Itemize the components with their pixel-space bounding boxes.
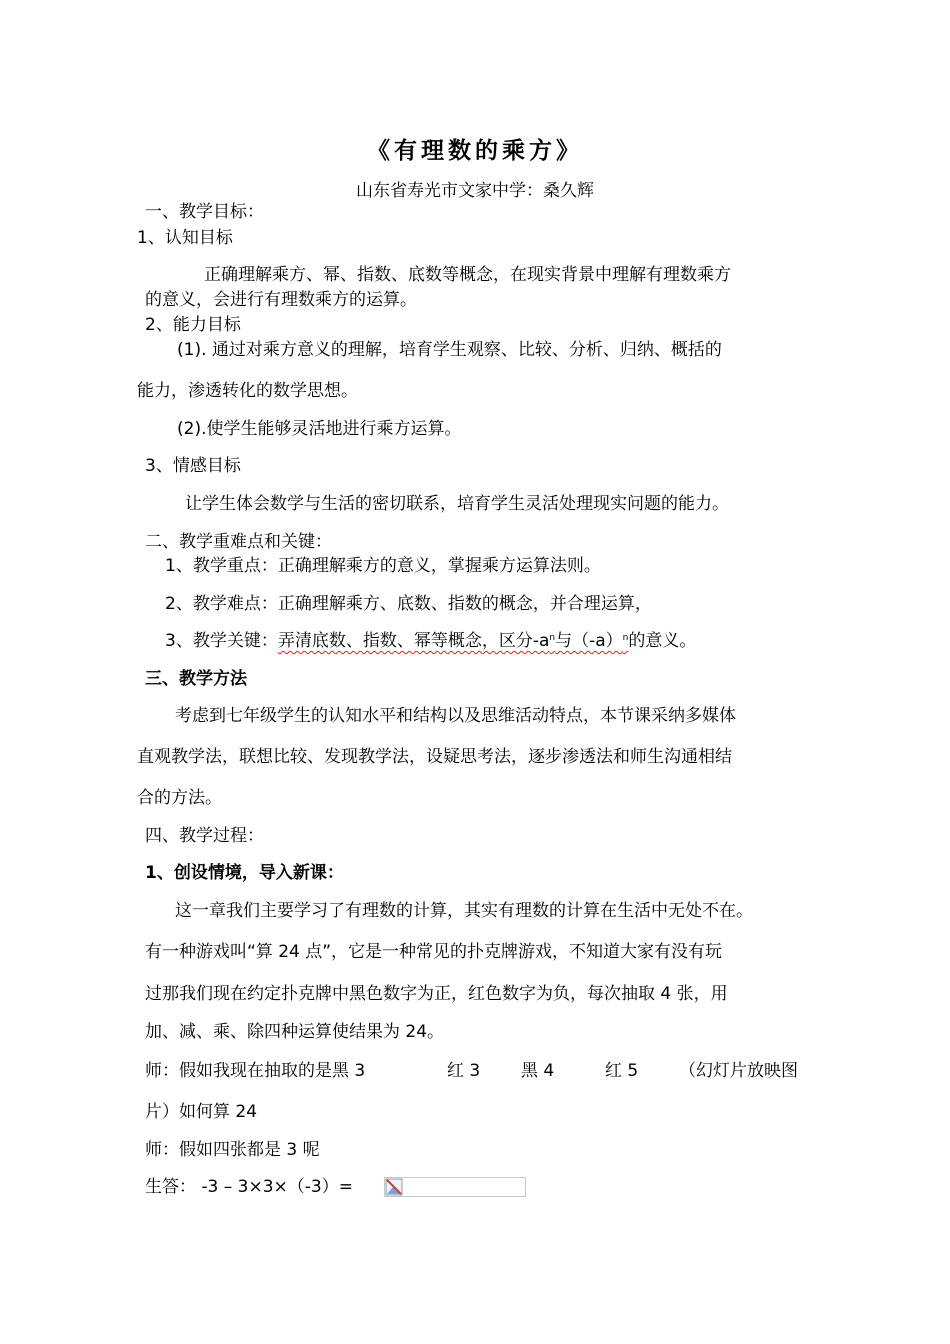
cognitive-goal-line-1: 正确理解乘方、幂、指数、底数等概念，在现实背景中理解有理数乘方 bbox=[204, 265, 731, 285]
embedded-equation-placeholder[interactable] bbox=[384, 1177, 526, 1197]
method-line-3: 合的方法。 bbox=[137, 788, 222, 808]
ability-goal-1-line-1: (1). 通过对乘方意义的理解，培育学生观察、比较、分析、归纳、概括的 bbox=[177, 340, 722, 360]
section-2-heading: 二、教学重难点和关键： bbox=[145, 532, 332, 552]
cognitive-goal-heading: 1、认知目标 bbox=[137, 228, 233, 248]
key-point-3-main: 弄清底数、指数、幂等概念，区分-a bbox=[277, 631, 550, 651]
document-title: 《有理数的乘方》 bbox=[367, 137, 583, 164]
cognitive-goal-line-2: 的意义，会进行有理数乘方的运算。 bbox=[145, 290, 417, 310]
emotion-goal-line: 让学生体会数学与生活的密切联系，培育学生灵活处理现实问题的能力。 bbox=[185, 494, 729, 514]
process-paragraph-line-1: 这一章我们主要学习了有理数的计算，其实有理数的计算在生活中无处不在。 bbox=[175, 901, 753, 921]
process-paragraph-line-2: 有一种游戏叫“算 24 点”，它是一种常见的扑克牌游戏，不知道大家有没有玩 bbox=[145, 942, 723, 962]
section-3-heading: 三、教学方法 bbox=[145, 669, 247, 689]
teacher-question-1-continued: 片）如何算 24 bbox=[145, 1102, 258, 1122]
key-point-3-prefix: 3、教学关键： bbox=[165, 631, 278, 651]
document-author: 山东省寿光市文家中学：桑久辉 bbox=[356, 181, 594, 201]
process-paragraph-line-3: 过那我们现在约定扑克牌中黑色数字为正，红色数字为负，每次抽取 4 张，用 bbox=[145, 984, 728, 1004]
teacher-question-1: 师：假如我现在抽取的是黑 3 bbox=[145, 1061, 366, 1081]
card-red-3: 红 3 bbox=[447, 1061, 481, 1081]
ability-goal-heading: 2、能力目标 bbox=[145, 315, 241, 335]
key-point-2: 2、教学难点：正确理解乘方、底数、指数的概念，并合理运算， bbox=[165, 594, 652, 614]
key-point-3-end: 的意义。 bbox=[628, 631, 697, 651]
key-point-3-spellcheck-span bbox=[278, 631, 629, 651]
slide-note: （幻灯片放映图 bbox=[679, 1061, 798, 1081]
process-step-1-heading: 1、创设情境，导入新课： bbox=[145, 863, 344, 883]
section-1-heading: 一、教学目标： bbox=[145, 202, 264, 222]
key-point-3-superscript-2: n bbox=[622, 633, 629, 643]
ability-goal-2: (2).使学生能够灵活地进行乘方运算。 bbox=[177, 419, 462, 439]
process-paragraph-line-4: 加、减、乘、除四种运算使结果为 24。 bbox=[145, 1022, 445, 1042]
teacher-question-2: 师：假如四张都是 3 呢 bbox=[145, 1140, 320, 1160]
card-black-4: 黑 4 bbox=[521, 1061, 555, 1081]
student-answer: 生答： -3 – 3×3×（-3）= bbox=[145, 1177, 353, 1197]
emotion-goal-heading: 3、情感目标 bbox=[145, 456, 241, 476]
section-4-heading: 四、教学过程： bbox=[145, 826, 264, 846]
key-point-3 bbox=[165, 630, 696, 652]
ability-goal-1-line-2: 能力，渗透转化的数学思想。 bbox=[137, 381, 358, 401]
card-red-5: 红 5 bbox=[605, 1061, 639, 1081]
broken-image-icon bbox=[385, 1178, 404, 1196]
key-point-1: 1、教学重点：正确理解乘方的意义，掌握乘方运算法则。 bbox=[165, 556, 601, 576]
key-point-3-mid: 与（-a） bbox=[555, 631, 623, 651]
method-line-2: 直观教学法，联想比较、发现教学法，设疑思考法，逐步渗透法和师生沟通相结 bbox=[137, 747, 732, 767]
method-line-1: 考虑到七年级学生的认知水平和结构以及思维活动特点，本节课采纳多媒体 bbox=[175, 706, 736, 726]
key-point-3-superscript-1: n bbox=[549, 633, 556, 643]
